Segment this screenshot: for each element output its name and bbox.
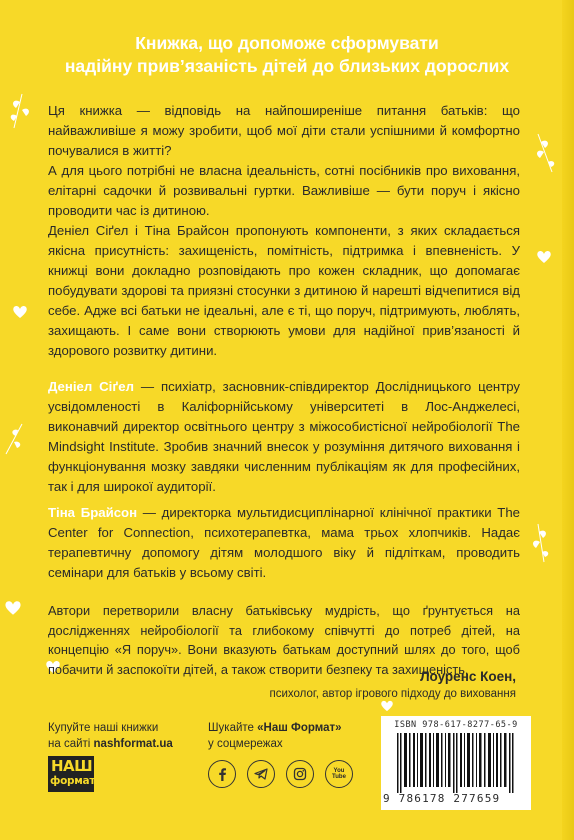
author-bio-text: — психіатр, засновник-співдиректор Дослідницького центру усвідомленості в Каліфорнійському університеті в Лос-Анджелесі, виконавчий директор освітнього центру з міжособистісної нейробіології The Mindsight Institute. Зробив значний внесок у розуміння дитячого виховання і функціонування мозку завдяки численним публікаціям як для професійних, так і для широкої аудиторії. bbox=[48, 379, 521, 494]
search-line-2: у соцмережах bbox=[208, 738, 283, 750]
author-name: Деніел Сіґел bbox=[48, 379, 134, 394]
youtube-icon[interactable] bbox=[325, 760, 353, 788]
review-quote: Автори перетворили власну батьківську мудрість, що ґрунтується на дослідженнях нейробіології та глибокому співчутті до потреб дітей, на концепцію «Я поруч». Вони вказують батькам доступний шлях до того, щоб побачити й заспокоїти дітей, а також створити безпеку та захищеність. bbox=[48, 603, 520, 677]
logo-top-text: НАШ bbox=[51, 757, 93, 775]
spine-edge bbox=[562, 0, 574, 840]
heart-icon bbox=[12, 305, 28, 319]
intro-paragraph-1: Ця книжка — відповідь на найпоширеніше питання батьків: що найважливіше я можу зробити, щоб мої діти стали успішними й комфортно почувалися в житті? bbox=[48, 103, 520, 158]
author-bio-siegel bbox=[48, 377, 520, 497]
heading-line-2: надійну прив’язаність дітей до близьких дорослих bbox=[64, 56, 510, 76]
author-bio-bryson bbox=[48, 503, 520, 583]
heart-sprig-icon bbox=[2, 420, 30, 456]
buy-line-1: Купуйте наші книжки bbox=[48, 722, 159, 734]
logo-bottom-text: формат bbox=[50, 775, 96, 787]
site-link[interactable]: nashformat.ua bbox=[93, 738, 173, 750]
buy-line-2 bbox=[48, 736, 173, 752]
search-line-1 bbox=[208, 720, 342, 736]
heart-sprig-icon bbox=[528, 130, 558, 174]
brand-name: «Наш Формат» bbox=[257, 722, 342, 734]
heart-sprig-icon bbox=[524, 520, 554, 564]
barcode bbox=[381, 716, 531, 810]
isbn-text: ISBN 978-617-8277-65-9 bbox=[394, 720, 518, 730]
barcode-digits: 9 786178 277659 bbox=[383, 792, 501, 805]
heart-icon bbox=[536, 250, 552, 264]
quote-author-role: психолог, автор ігрового підходу до виховання bbox=[269, 688, 516, 700]
barcode-bars bbox=[391, 733, 521, 793]
heart-icon bbox=[4, 600, 22, 616]
youtube-label: You Tube bbox=[332, 768, 346, 780]
social-icons bbox=[208, 760, 353, 788]
buy-line-2-prefix: на сайті bbox=[48, 738, 94, 750]
heading-line-1: Книжка, що допоможе сформувати bbox=[135, 33, 439, 53]
author-bio-text: — директорка мультидисциплінарної клінічної практики The Center for Connection, психотерапевтка, мама трьох хлопчиків. Надає терапевтичну допомогу дітям молодшого віку й підліткам, проводить семінари для батьків у всьому світі. bbox=[48, 505, 520, 580]
quote-signature bbox=[270, 668, 516, 702]
telegram-icon[interactable] bbox=[247, 760, 275, 788]
social-search-info bbox=[208, 720, 342, 752]
instagram-icon[interactable] bbox=[286, 760, 314, 788]
quote-author: Лоуренс Коен, bbox=[420, 669, 516, 684]
intro-paragraph-2: А для цього потрібні не власна ідеальність, сотні посібників про виховання, елітарні садочки й розвивальні гуртки. Важливіше — бути поруч і якісно проводити час із дитиною. bbox=[48, 163, 520, 218]
facebook-icon[interactable] bbox=[208, 760, 236, 788]
heart-sprig-icon bbox=[8, 90, 38, 130]
buy-info bbox=[48, 720, 173, 752]
search-prefix: Шукайте bbox=[208, 722, 258, 734]
author-name: Тіна Брайсон bbox=[48, 505, 138, 520]
intro-paragraph-3: Деніел Сіґел і Тіна Брайсон пропонують компоненти, з яких складається якісна присутність: захищеність, помітність, підтримка і впевненість. У книжці вони докладно розповідають про кожен складник, що допомагає побудувати здорові та приязні стосунки з дитиною й нарешті відчепитися від себе. Адже всі батьки не ідеальні, але є ті, що поруч, підтримують, люблять, захищають. І саме вони створюють умови для надійної прив’язаності й здорового розвитку дитини. bbox=[48, 223, 520, 358]
nash-format-logo bbox=[48, 756, 94, 792]
cover-heading bbox=[40, 32, 534, 78]
